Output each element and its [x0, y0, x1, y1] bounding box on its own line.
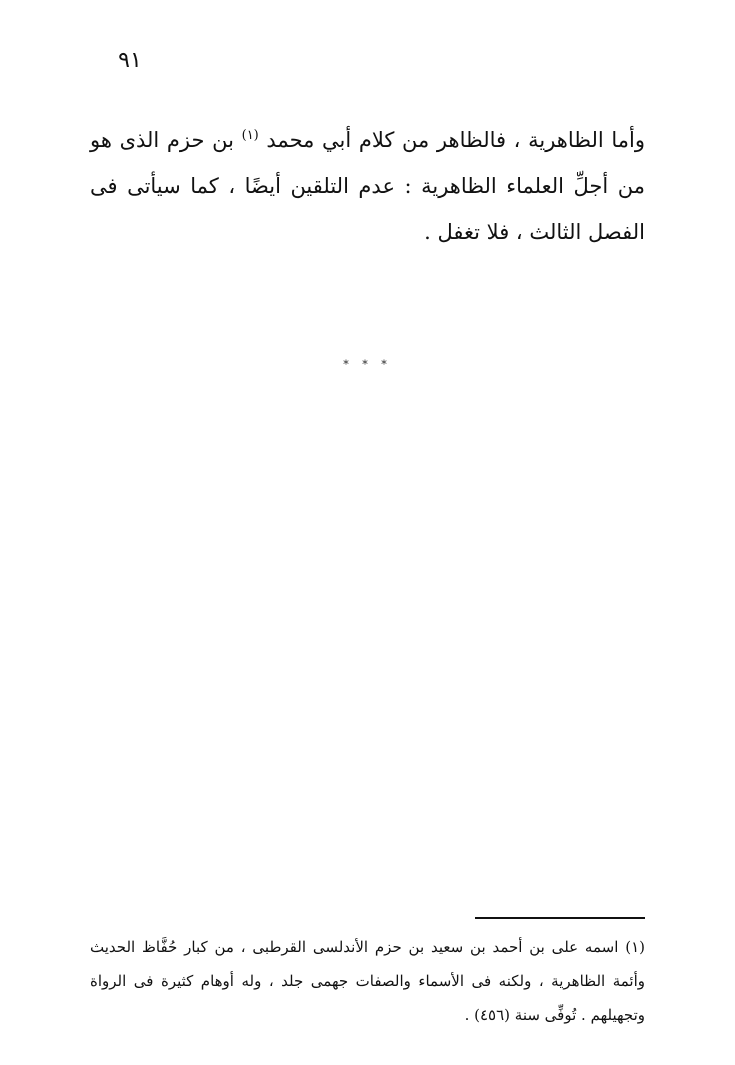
footnote — [90, 930, 645, 1032]
footnote-divider — [475, 917, 645, 919]
main-paragraph — [90, 117, 645, 255]
page-number: ٩١ — [118, 48, 142, 73]
footnote-text: (١) اسمه على بن أحمد بن سعيد بن حزم الأندلسى القرطبى ، من كبار حُفَّاظ الحديث وأئمة الظاهرية ، ولكنه فى الأسماء والصفات جهمى جلد ، وله أوهام كثيرة فى الرواة وتجهيلهم . تُوفِّى سنة (٤٥٦) . — [90, 938, 645, 1024]
section-separator: * * * — [343, 358, 392, 371]
paragraph-text-part-2: بن حزم الذى هو من أجلِّ العلماء الظاهرية : عدم التلقين أيضًا ، كما سيأتى فى الفصل الثالث ، فلا تغفل . — [90, 128, 645, 244]
footnote-reference: (١) — [241, 128, 259, 143]
paragraph-text-part-1: وأما الظاهرية ، فالظاهر من كلام أبي محمد — [266, 128, 645, 152]
